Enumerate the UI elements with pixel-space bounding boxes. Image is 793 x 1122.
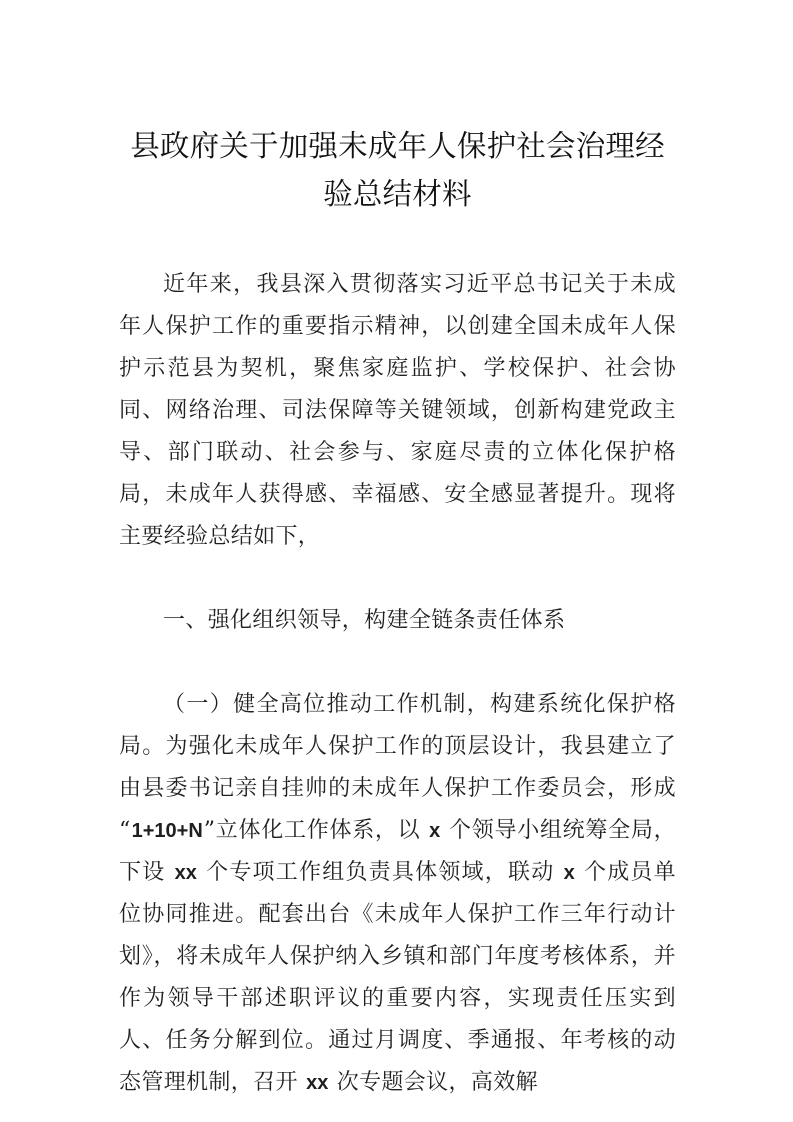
placeholder-value: x — [429, 820, 441, 842]
placeholder-value: xx — [174, 862, 197, 884]
page-content — [119, 0, 676, 1104]
text-run: （一）健全高位推动工作机制，构建系统化保护格局。为强化未成年人保护工作的顶层设计，我县建立了由县委书记亲自挂帅的未成年人保护工作委员会，形成“ — [119, 692, 676, 843]
block-spacer — [119, 558, 676, 600]
placeholder-value: xx — [306, 1072, 329, 1094]
intro-paragraph — [119, 264, 676, 558]
placeholder-value: 1+10+N — [131, 820, 203, 842]
title-body-spacer — [119, 218, 676, 264]
text-run: 一、强化组织领导，构建全链条责任体系 — [163, 608, 566, 633]
text-run: 个领导小组统筹全局，下设 — [119, 818, 676, 885]
text-run: 近年来，我县深入贯彻落实习近平总书记关于未成年人保护工作的重要指示精神，以创建全国未成年人保护示范县为契机，聚焦家庭监护、学校保护、社会协同、网络治理、司法保障等关键领域，创新构建党政主导、部门联动、社会参与、家庭尽责的立体化保护格局，未成年人获得感、幸福感、安全感显著提升。现将主要经验总结如下， — [119, 272, 676, 549]
text-run: 次专题会议，高效解 — [329, 1070, 538, 1095]
subsection-one-paragraph — [119, 684, 676, 1104]
block-spacer — [119, 642, 676, 684]
page-title: 县政府关于加强未成年人保护社会治理经验总结材料 — [130, 129, 665, 211]
section-heading-one — [119, 600, 676, 642]
document-body — [119, 264, 676, 1104]
placeholder-value: x — [563, 862, 575, 884]
text-run: 个成员单位协同推进。配套出台《未成年人保护工作三年行动计划》，将未成年人保护纳入乡镇和部门年度考核体系，并作为领导干部述职评议的重要内容，实现责任压实到人、任务分解到位。通过月调度、季通报、年考核的动态管理机制，召开 — [119, 860, 677, 1095]
text-run: ”立体化工作体系，以 — [203, 818, 429, 843]
text-run: 个专项工作组负责具体领域，联动 — [197, 860, 563, 885]
